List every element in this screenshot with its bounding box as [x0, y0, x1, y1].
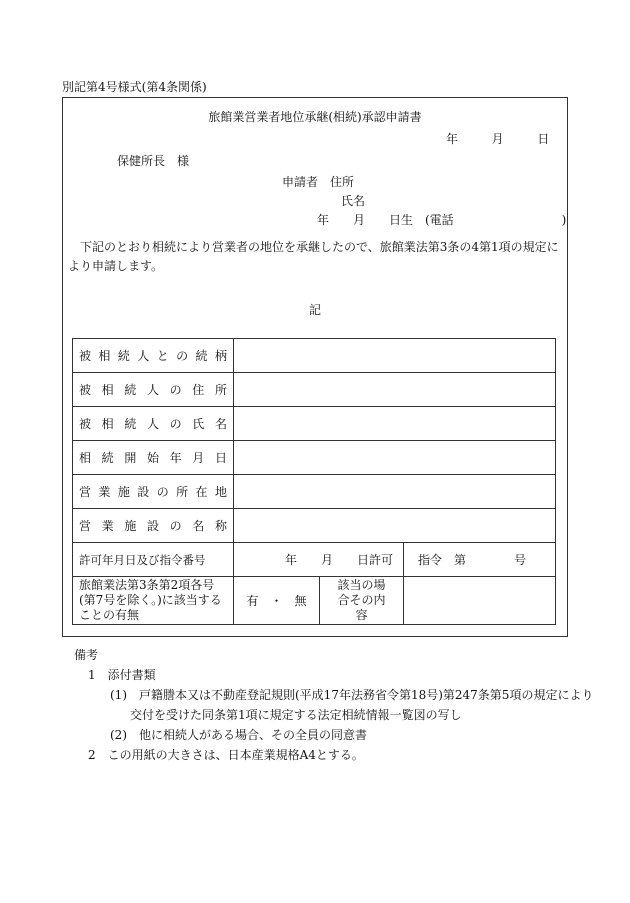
applicability-sub-label: 該当の場合その内容: [320, 577, 404, 625]
row-label-text: 被 相 続 人 と の 続 柄: [79, 349, 227, 363]
applicant-name-label: 氏名: [341, 194, 366, 208]
ki-heading: 記: [308, 303, 321, 317]
row-value-field[interactable]: [234, 373, 556, 407]
applicability-choice[interactable]: 有 ・ 無: [234, 577, 320, 625]
row-value-field[interactable]: [234, 339, 556, 373]
applicability-label: 旅館業法第3条第2項各号(第7号を除く。)に該当することの有無: [73, 577, 234, 625]
row-label: [73, 339, 234, 373]
date-year: 年: [446, 132, 459, 146]
row-label: [73, 441, 234, 475]
note-item-1-sub-1: (1) 戸籍謄本又は不動産登記規則(平成17年法務省令第18号)第247条第5項の規定により: [110, 688, 594, 702]
notes-heading: 備考: [74, 648, 99, 662]
row-label-text: 被 相 続 人 の 住 所: [79, 383, 227, 397]
row-value-field[interactable]: [234, 509, 556, 543]
body-text: 下記のとおり相続により営業者の地位を承継したので、旅館業法第3条の4第1項の規定により申請します。: [68, 240, 559, 273]
table-row: [73, 339, 556, 373]
row-label-text: 営 業 施 設 の 所 在 地: [79, 485, 227, 499]
applicability-row: [73, 577, 556, 625]
table-row: [73, 373, 556, 407]
form-title: 旅館業営業者地位承継(相続)承認申請書: [208, 110, 422, 124]
row-label-text: 相 続 開 始 年 月 日: [79, 451, 227, 465]
date-month: 月: [491, 132, 504, 146]
row-value-field[interactable]: [234, 441, 556, 475]
row-label-text: 営 業 施 設 の 名 称: [79, 519, 227, 533]
note-item-2: 2 この用紙の大きさは、日本産業規格A4とする。: [88, 748, 364, 762]
permit-number-field[interactable]: 指令 第 号: [404, 543, 556, 577]
table-row: [73, 407, 556, 441]
note-item-1-sub-1-cont: 交付を受けた同条第1項に規定する法定相続情報一覧図の写し: [130, 708, 462, 722]
permit-date-field[interactable]: 年 月 日許可: [234, 543, 404, 577]
row-value-field[interactable]: [234, 407, 556, 441]
date-day: 日: [537, 132, 550, 146]
note-item-1: 1 添付書類: [88, 668, 156, 682]
table-row: [73, 475, 556, 509]
date-line: [446, 130, 549, 147]
row-label: [73, 407, 234, 441]
applicability-detail-field[interactable]: [404, 577, 556, 625]
addressee: 保健所長 様: [117, 154, 190, 168]
applicant-address-label: 申請者 住所: [282, 175, 355, 189]
row-label: [73, 475, 234, 509]
row-label: [73, 509, 234, 543]
details-table: [72, 338, 556, 625]
table-row: [73, 509, 556, 543]
note-item-1-sub-2: (2) 他に相続人がある場合、その全員の同意書: [110, 728, 367, 742]
table-row: [73, 441, 556, 475]
permit-row: [73, 543, 556, 577]
form-label: 別記第4号様式(第4条関係): [62, 80, 207, 94]
row-value-field[interactable]: [234, 475, 556, 509]
row-label: [73, 373, 234, 407]
applicant-birth-line: 年 月 日生 (電話 ): [317, 213, 567, 227]
row-label-text: 被 相 続 人 の 氏 名: [79, 417, 227, 431]
notes: [74, 645, 593, 765]
permit-label: 許可年月日及び指令番号: [73, 543, 234, 577]
